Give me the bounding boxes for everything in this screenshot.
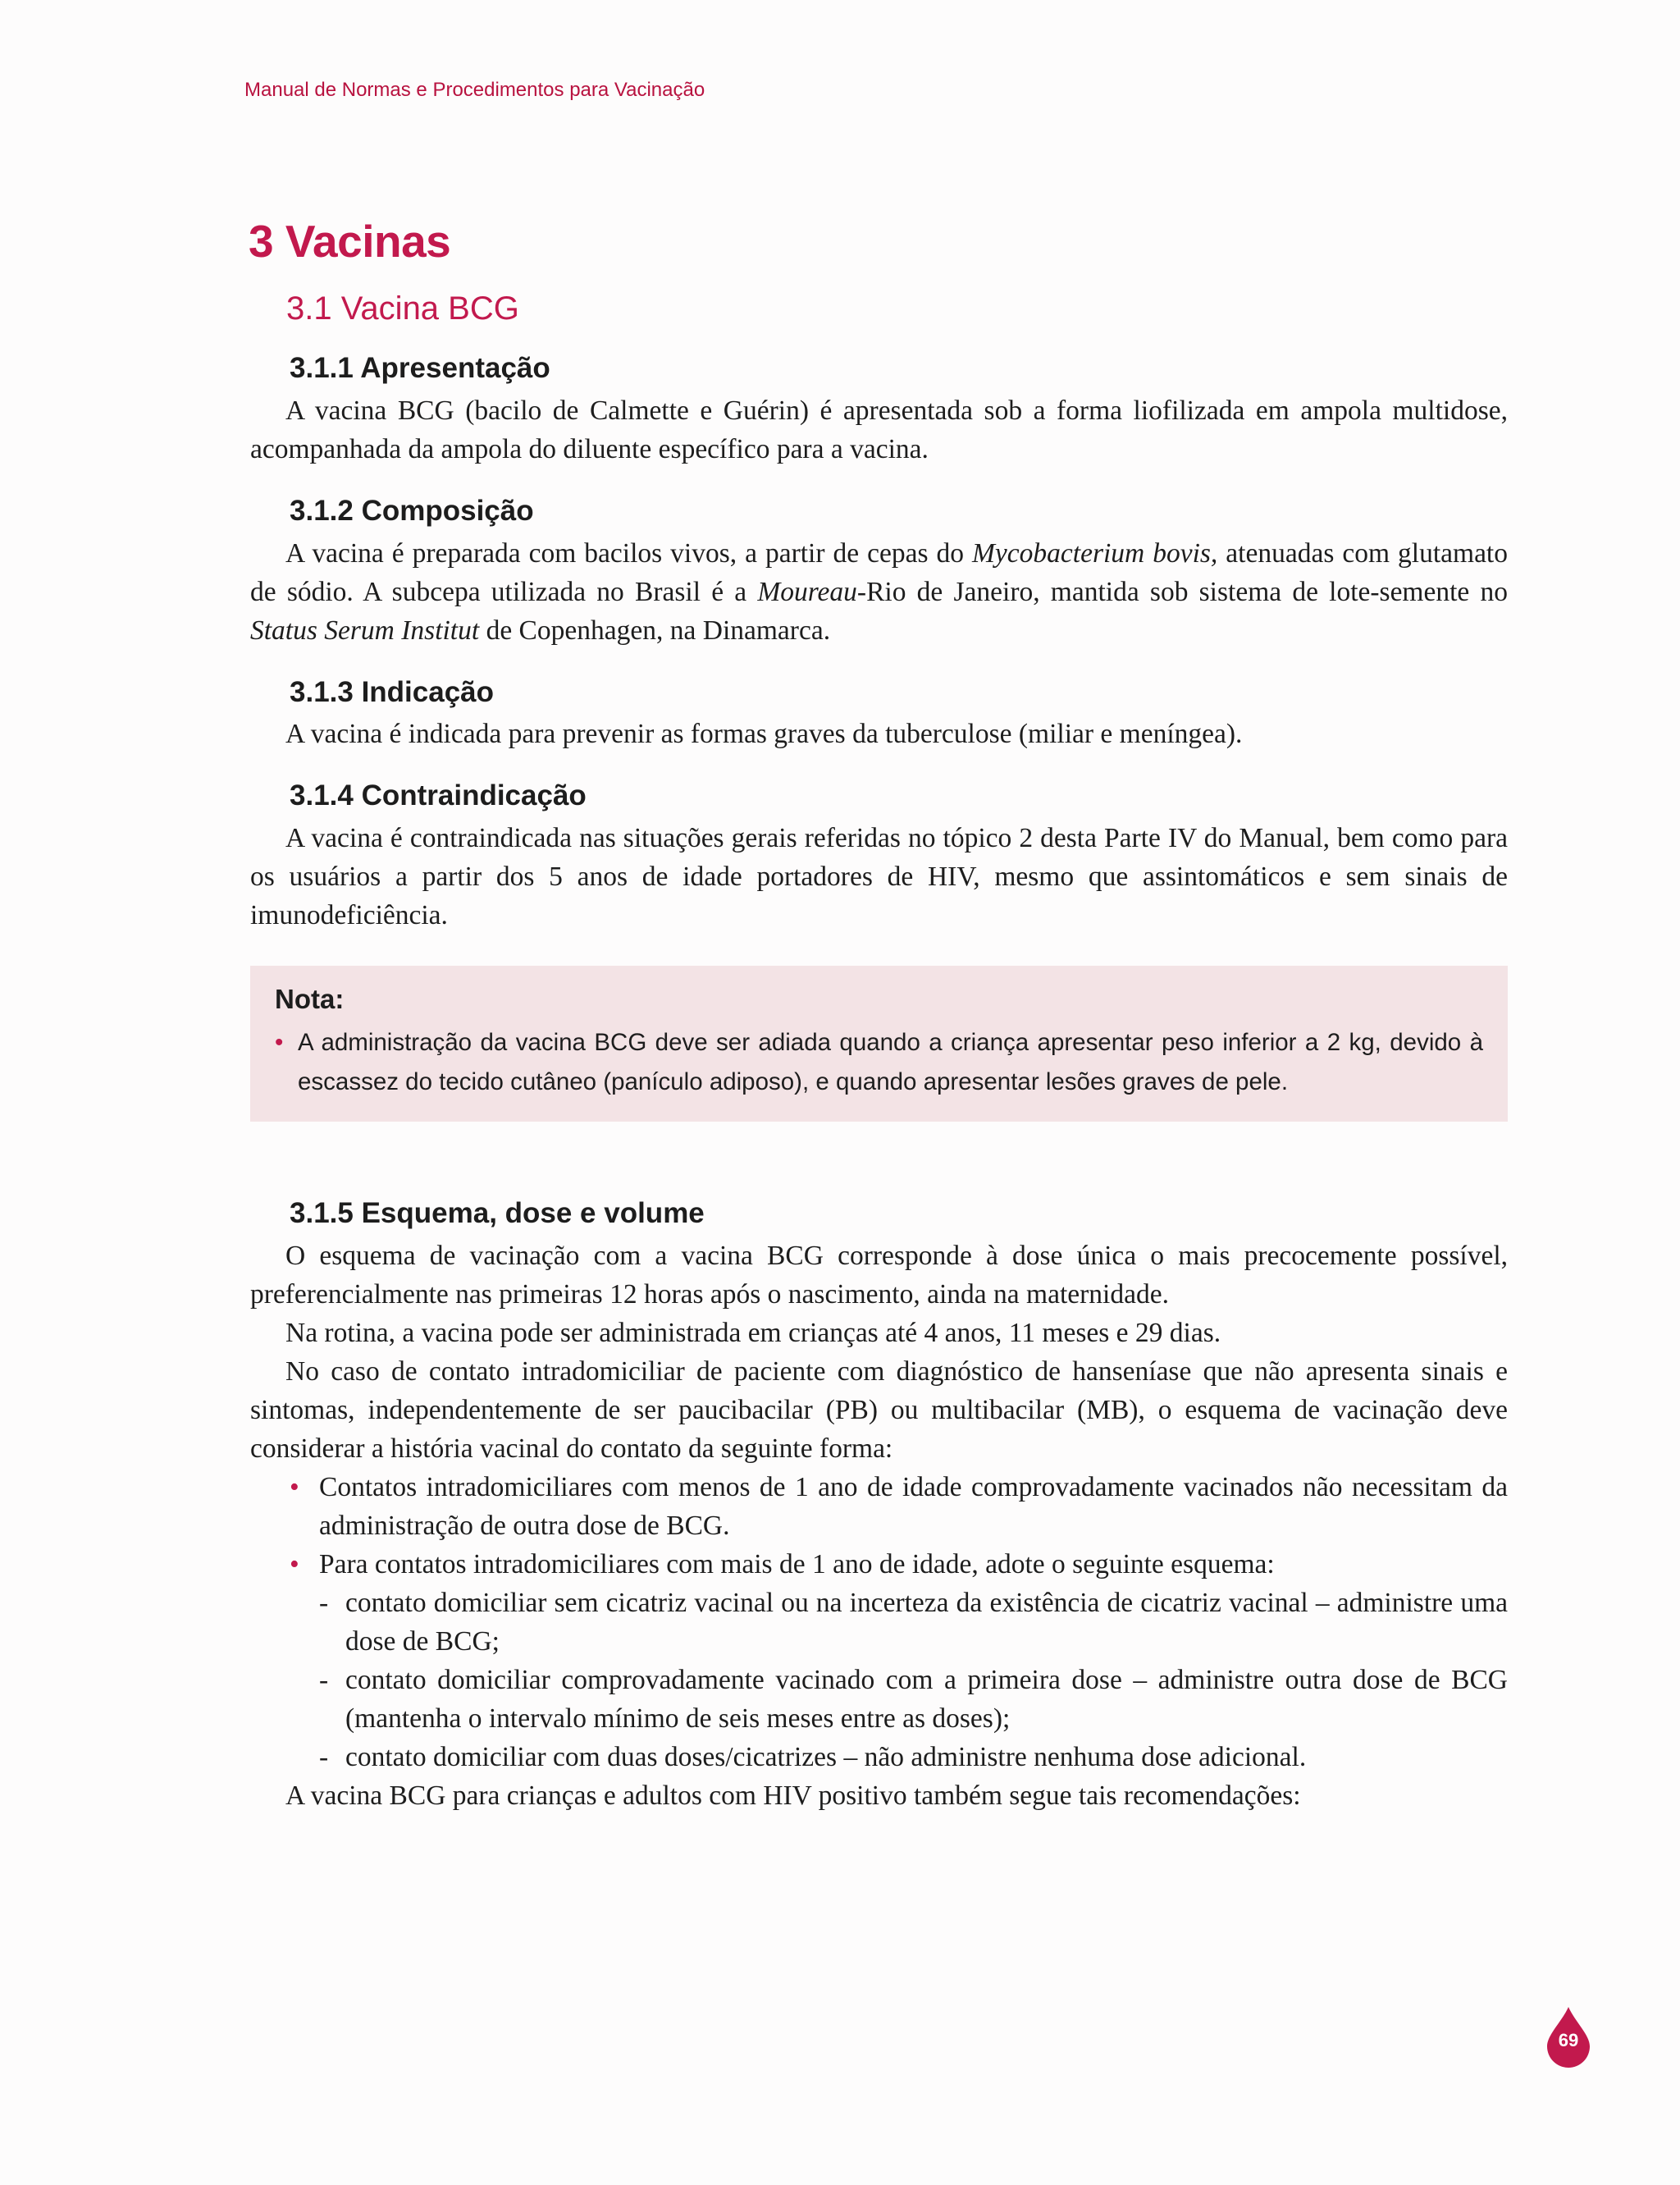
subsection-contraindicacao	[250, 778, 1508, 935]
paragraph: Na rotina, a vacina pode ser administrada em crianças até 4 anos, 11 meses e 29 dias.	[285, 1317, 1221, 1348]
list-item	[250, 1468, 1508, 1545]
bullet-icon: •	[290, 1548, 299, 1579]
subsection-title: 3.1.5 Esquema, dose e volume	[290, 1197, 705, 1229]
dash-item-text: contato domiciliar comprovadamente vacinado com a primeira dose – administre outra dose de BCG (mantenha o intervalo mínimo de seis meses entre as doses);	[345, 1664, 1508, 1734]
text-run: de Copenhagen, na Dinamarca.	[479, 615, 831, 646]
subsection-indicacao	[250, 674, 1508, 754]
bullet-list	[250, 1468, 1508, 1584]
dash-marker: -	[319, 1587, 329, 1618]
list-item	[250, 1545, 1508, 1584]
chapter-title: 3 Vacinas	[249, 216, 451, 267]
paragraph: A vacina é contraindicada nas situações gerais referidas no tópico 2 desta Parte IV do Manual, bem como para os usuários a partir dos 5 anos de idade portadores de HIV, mesmo que assintomáticos e sem sinais de imunodeficiência.	[250, 823, 1508, 930]
subsection-esquema	[250, 1195, 1508, 1815]
subsection-title: 3.1.3 Indicação	[290, 675, 495, 708]
text-run: -Rio de Janeiro, mantida sob sistema de lote-semente no	[856, 576, 1508, 607]
running-header: Manual de Normas e Procedimentos para Vacinação	[244, 79, 705, 101]
paragraph: A vacina BCG para crianças e adultos com HIV positivo também segue tais recomendações:	[285, 1780, 1301, 1811]
note-text: A administração da vacina BCG deve ser adiada quando a criança apresentar peso inferior a 2 kg, devido à escassez do tecido cutâneo (panículo adiposo), e quando apresentar lesões graves de pele.	[298, 1029, 1483, 1095]
paragraph: A vacina BCG (bacilo de Calmette e Guérin) é apresentada sob a forma liofilizada em ampola multidose, acompanhada da ampola do diluente específico para a vacina.	[250, 395, 1508, 464]
paragraph: A vacina é indicada para prevenir as formas graves da tuberculose (miliar e meníngea).	[285, 719, 1243, 750]
subsection-composicao	[250, 493, 1508, 650]
dash-item-text: contato domiciliar com duas doses/cicatrizes – não administre nenhuma dose adicional.	[345, 1741, 1307, 1772]
subsection-title: 3.1.4 Contraindicação	[290, 779, 587, 812]
text-run: atenuadas com glutamato de sódio. A subcepa utilizada no Brasil é a	[250, 537, 1508, 607]
paragraph: O esquema de vacinação com a vacina BCG corresponde à dose única o mais precocemente possível, preferencialmente nas primeiras 12 horas após o nascimento, ainda na maternidade.	[250, 1240, 1508, 1310]
dash-item	[250, 1661, 1508, 1738]
list-item-text: Contatos intradomiciliares com menos de 1 ano de idade comprovadamente vacinados não necessitam da administração de outra dose de BCG.	[319, 1471, 1508, 1541]
subsection-apresentacao	[250, 350, 1508, 469]
dash-item	[250, 1584, 1508, 1661]
note-box	[250, 966, 1508, 1122]
dash-item-text: contato domiciliar sem cicatriz vacinal ou na incerteza da existência de cicatriz vacinal – administre uma dose de BCG;	[345, 1587, 1508, 1657]
section-title: 3.1 Vacina BCG	[286, 290, 519, 327]
italic-term: Status Serum Institut	[250, 615, 480, 646]
page-number: 69	[1558, 2030, 1579, 2050]
note-item	[275, 1023, 1483, 1102]
dash-item	[250, 1738, 1508, 1776]
italic-term: Moureau	[757, 576, 857, 607]
italic-term: Mycobacterium bovis,	[972, 537, 1218, 569]
subsection-title: 3.1.2 Composição	[290, 494, 534, 527]
subsection-title: 3.1.1 Apresentação	[290, 352, 550, 384]
note-title: Nota:	[275, 984, 345, 1014]
text-run: A vacina é preparada com bacilos vivos, a partir de cepas do	[285, 537, 972, 569]
paragraph: No caso de contato intradomiciliar de paciente com diagnóstico de hanseníase que não apresenta sinais e sintomas, independentemente de ser paucibacilar (PB) ou multibacilar (MB), o esquema de vacinação deve considerar a história vacinal do contato da seguinte forma:	[250, 1355, 1508, 1464]
bullet-icon: •	[290, 1471, 299, 1502]
dash-marker: -	[319, 1664, 329, 1695]
bullet-icon: •	[275, 1029, 284, 1056]
main-content	[250, 215, 1508, 1815]
paragraph	[250, 534, 1508, 650]
list-item-text: Para contatos intradomiciliares com mais de 1 ano de idade, adote o seguinte esquema:	[319, 1548, 1275, 1579]
dash-marker: -	[319, 1741, 329, 1772]
